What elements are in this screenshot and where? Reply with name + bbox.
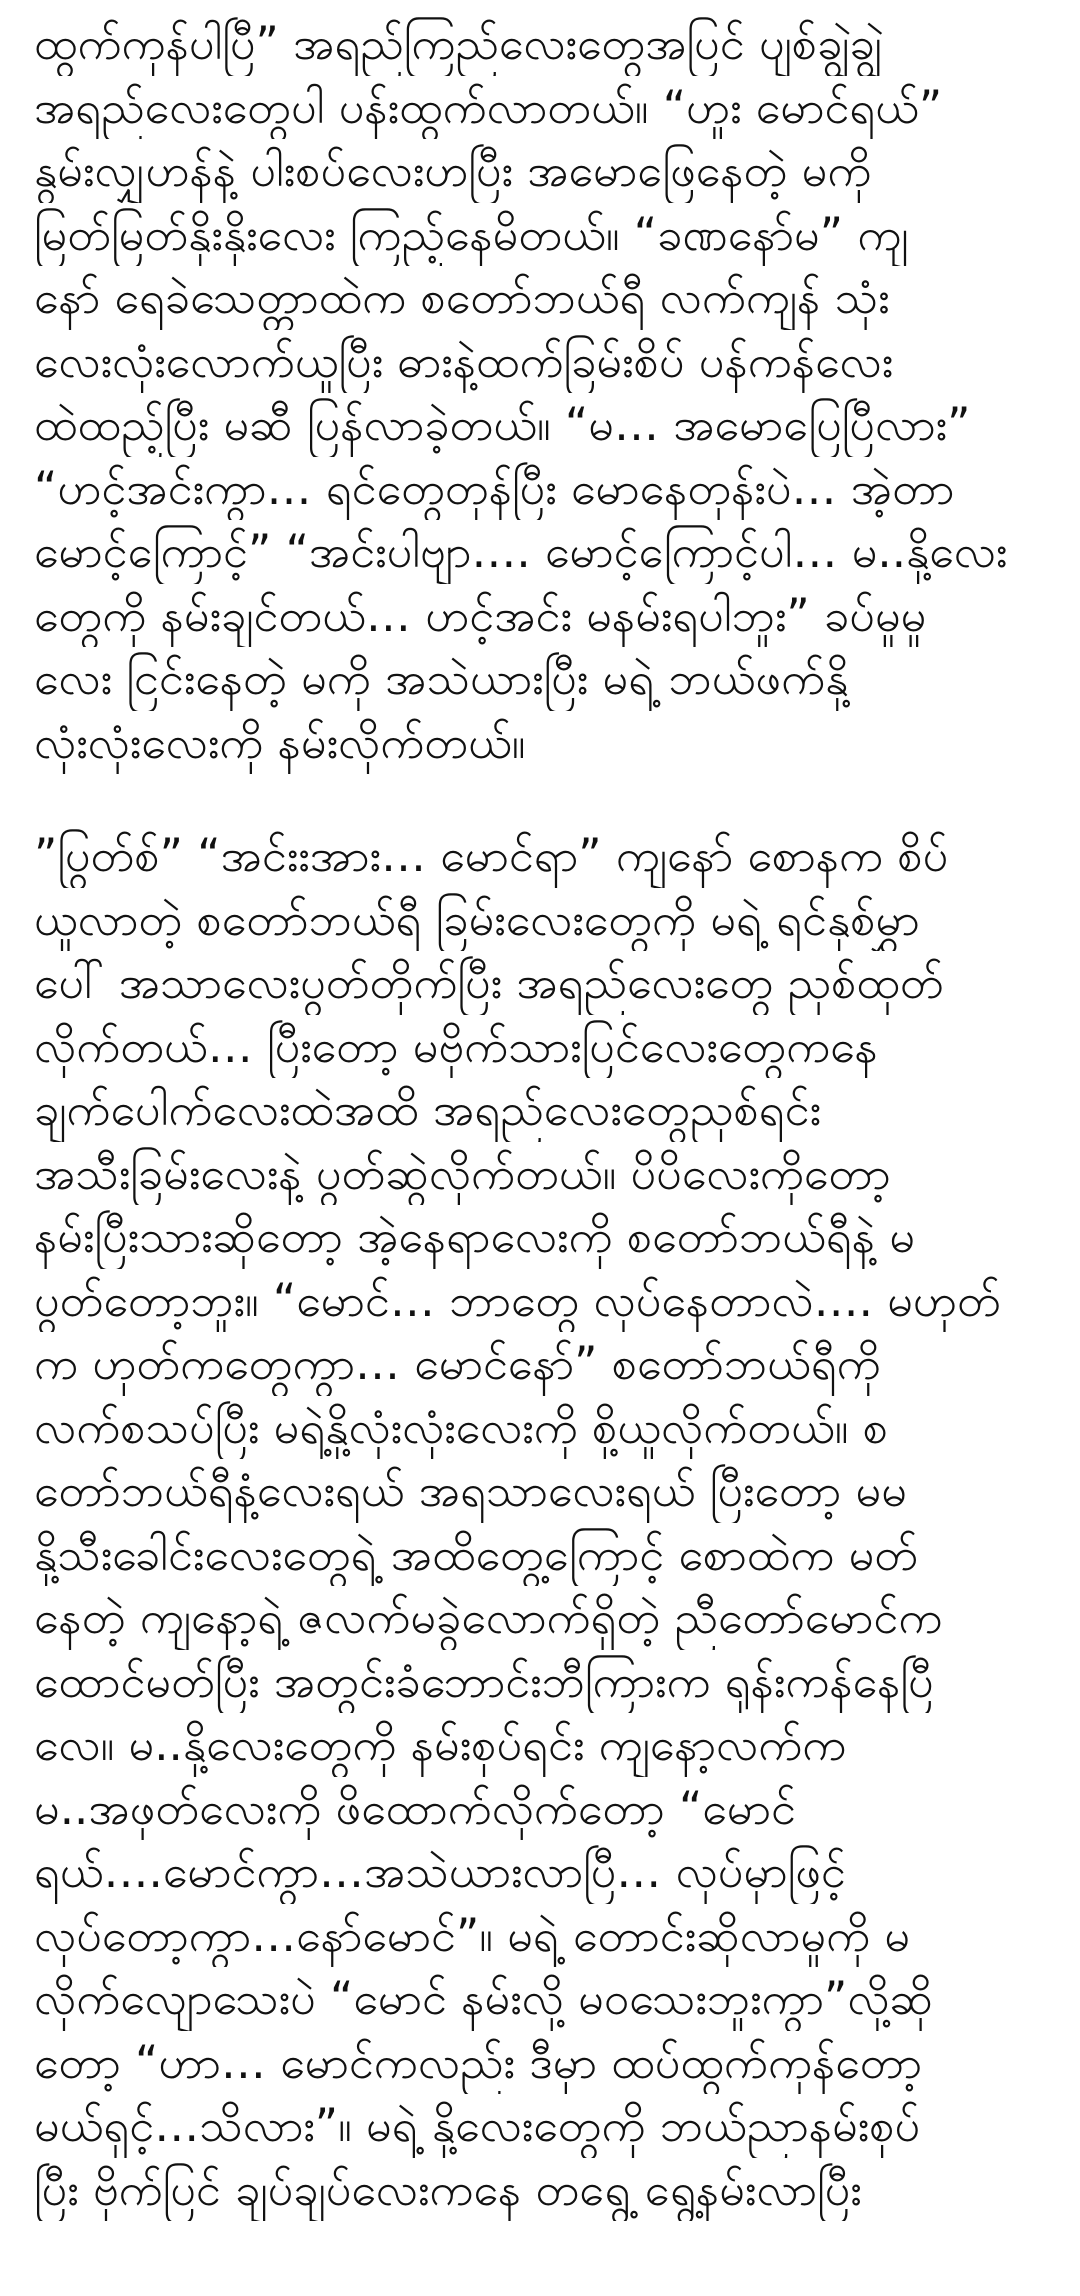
text-line: အရည်လေးတွေပါ ပန်းထွက်လာတယ်။ “ဟူး မောင်ရယ်” — [34, 80, 943, 134]
text-line: လိုက်တယ်… ပြီးတော့ မဗိုက်သားပြင်လေးတွေကနေ — [34, 1019, 878, 1073]
text-line: တော်ဘယ်ရီနံ့လေးရယ် အရသာလေးရယ် ပြီးတော့ မမ — [34, 1464, 907, 1517]
text-line: နွမ်းလျှဟန်နဲ့ ပါးစပ်လေးဟပြီး အမောဖြေနေတဲ့ မကို — [34, 144, 872, 197]
text-line: အသီးခြမ်းလေးနဲ့ ပွတ်ဆွဲလိုက်တယ်။ ပိပိလေးကိုတော့ — [34, 1146, 891, 1200]
text-line: ထဲထည့်ပြီး မဆီ ပြန်လာခဲ့တယ်။ “မ… အမောပြေပြီလား” — [34, 398, 971, 451]
text-line: ထွက်ကုန်ပါပြီ” အရည်ကြည်လေးတွေအပြင် ပျစ်ချွဲချွဲ — [34, 17, 882, 70]
text-line: မ..အဖုတ်လေးကို ဖိထောက်လိုက်တော့ “မောင် — [34, 1781, 796, 1835]
text-line: မယ်ရှင့်…သိလား”။ မရဲ့ နို့လေးတွေကို ဘယ်ညာနမ်းစုပ် — [34, 2099, 921, 2152]
text-line: မြတ်မြတ်နိုးနိုးလေး ကြည့်နေမိတယ်။ “ခဏနော်မ” ကျ — [34, 207, 909, 261]
text-line: နော် ရေခဲသေတ္တာထဲက စတော်ဘယ်ရီ လက်ကျန် သုံး — [34, 271, 890, 324]
text-line: ရယ်….မောင်ကွာ…အသဲယားလာပြီ… လုပ်မှာဖြင့် — [34, 1845, 846, 1898]
text-line: မောင့်ကြောင့်” “အင်းပါဗျာ…. မောင့်ကြောင့်ပါ… မ..နို့လေး — [34, 525, 1008, 578]
text-line: ”ပြွတ်စ်” “အင်းးအား… မောင်ရာ” ကျနော် စောနက စိပ် — [34, 829, 949, 882]
text-line: လေး ငြင်းနေတဲ့ မကို အသဲယားပြီး မရဲ့ ဘယ်ဖက်နို့ — [34, 652, 849, 705]
text-line: လုံးလုံးလေးကို နမ်းလိုက်တယ်။ — [34, 715, 526, 769]
text-line: နေတဲ့ ကျနော့ရဲ့ ဇလက်မခွဲလောက်ရှိတဲ့ ညီတော်မောင်က — [34, 1591, 943, 1644]
paragraph-2 — [34, 824, 1036, 2221]
text-line: လက်စသပ်ပြီး မရဲ့နို့လုံးလုံးလေးကို စို့ယူလိုက်တယ်။ စ — [34, 1400, 889, 1454]
text-line: လိုက်လျောသေးပဲ “မောင် နမ်းလို့ မဝသေးဘူးကွာ”လို့ဆို — [34, 1972, 934, 2025]
paragraph-spacer — [34, 774, 1036, 824]
paragraph-1 — [34, 12, 1036, 774]
text-line: ထောင်မတ်ပြီး အတွင်းခံဘောင်းဘီကြားက ရုန်းကန်နေပြီ — [34, 1654, 934, 1708]
text-line: ပွတ်တော့ဘူး။ “မောင်… ဘာတွေ လုပ်နေတာလဲ…. မဟုတ် — [34, 1273, 1001, 1327]
text-line: လုပ်တော့ကွာ…နော်မောင်”။ မရဲ့ တောင်းဆိုလာမှုကို မ — [34, 1908, 911, 1962]
text-line: ပေါ် အသာလေးပွတ်တိုက်ပြီး အရည်လေးတွေ ညှစ်ထုတ် — [34, 956, 944, 1009]
text-line: လေ။ မ..နို့လေးတွေကို နမ်းစုပ်ရင်း ကျနော့လက်က — [34, 1718, 847, 1771]
text-line: “ဟင့်အင်းကွာ… ရင်တွေတုန်ပြီး မောနေတုန်းပဲ… အဲ့တာ — [34, 461, 955, 515]
text-line: တော့ “ဟာ… မောင်ကလည်း ဒီမှာ ထပ်ထွက်ကုန်တော့ — [34, 2035, 923, 2089]
text-line: လေးလုံးလောက်ယူပြီး ဓားနဲ့ထက်ခြမ်းစိပ် ပန်ကန်လေး — [34, 334, 894, 388]
text-line: နမ်းပြီးသားဆိုတော့ အဲ့နေရာလေးကို စတော်ဘယ်ရီနဲ့ မ — [34, 1210, 916, 1263]
text-line: က ဟုတ်ကတွေကွာ… မောင်နော်” စတော်ဘယ်ရီကို — [34, 1337, 881, 1390]
text-line: ယူလာတဲ့ စတော်ဘယ်ရီ ခြမ်းလေးတွေကို မရဲ့ ရင်နှစ်မွှာ — [34, 892, 920, 946]
text-line: ချက်ပေါက်လေးထဲအထိ အရည်လေးတွေညှစ်ရင်း — [34, 1083, 822, 1136]
text-line: ပြီး ဗိုက်ပြင် ချပ်ချပ်လေးကနေ တရွေ့ ရွေ့နမ်းလာပြီး — [34, 2162, 862, 2216]
text-line: တွေကို နမ်းချင်တယ်… ဟင့်အင်း မနမ်းရပါဘူး” ခပ်မူမူ — [34, 588, 927, 642]
text-line: နို့သီးခေါင်းလေးတွေရဲ့ အထိတွေ့ကြောင့် စောထဲက မတ် — [34, 1527, 919, 1581]
